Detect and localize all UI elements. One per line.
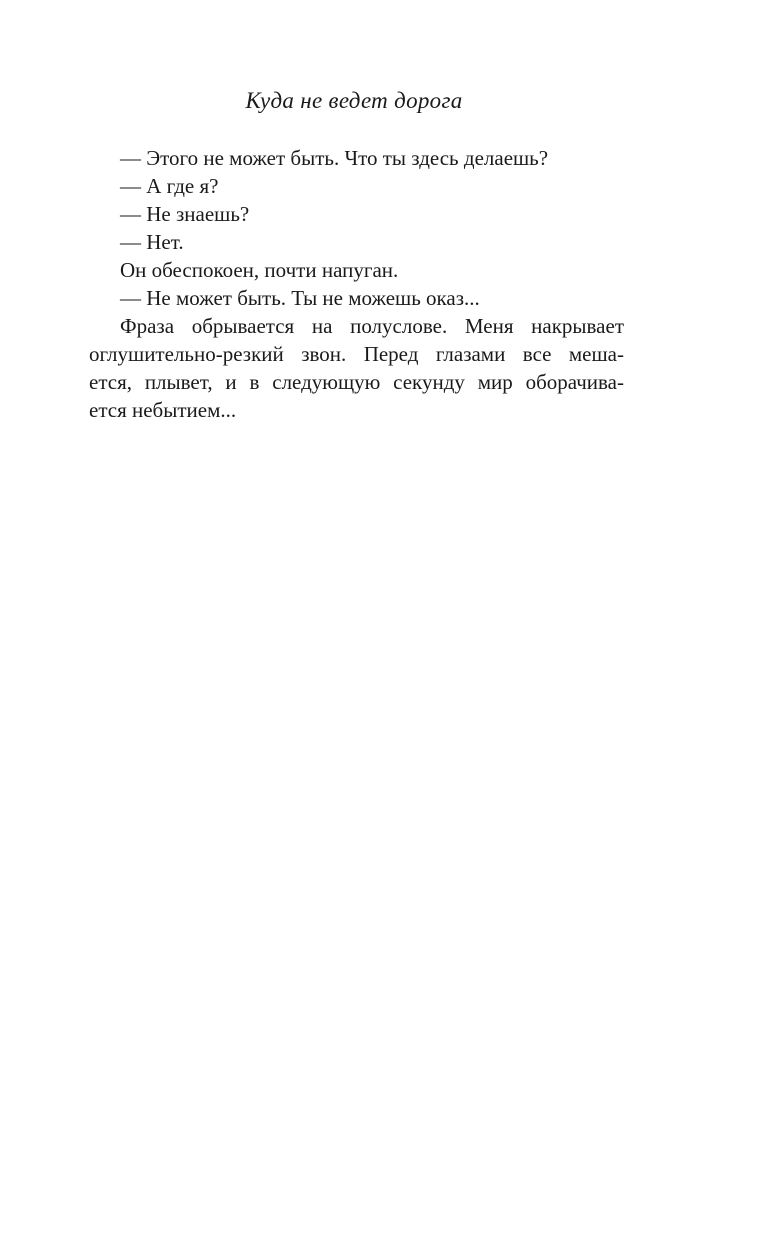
paragraph-line: ется небытием... xyxy=(89,398,237,422)
body-text xyxy=(89,144,624,424)
running-head: Куда не ведет дорога xyxy=(245,88,463,113)
paragraph-line: Фраза обрывается на полуслове. Меня накрывает xyxy=(120,314,624,338)
dialogue-line: — Не знаешь? xyxy=(120,202,250,226)
dialogue-line: — Нет. xyxy=(120,230,184,254)
narration-line: Он обеспокоен, почти напуган. xyxy=(120,258,399,282)
dialogue-line: — А где я? xyxy=(120,174,219,198)
paragraph-line: оглушительно-резкий звон. Перед глазами все меша- xyxy=(89,342,624,366)
dialogue-line: — Этого не может быть. Что ты здесь делаешь? xyxy=(120,146,549,170)
dialogue-line: — Не может быть. Ты не можешь оказ... xyxy=(120,286,480,310)
paragraph-line: ется, плывет, и в следующую секунду мир оборачива- xyxy=(89,370,624,394)
